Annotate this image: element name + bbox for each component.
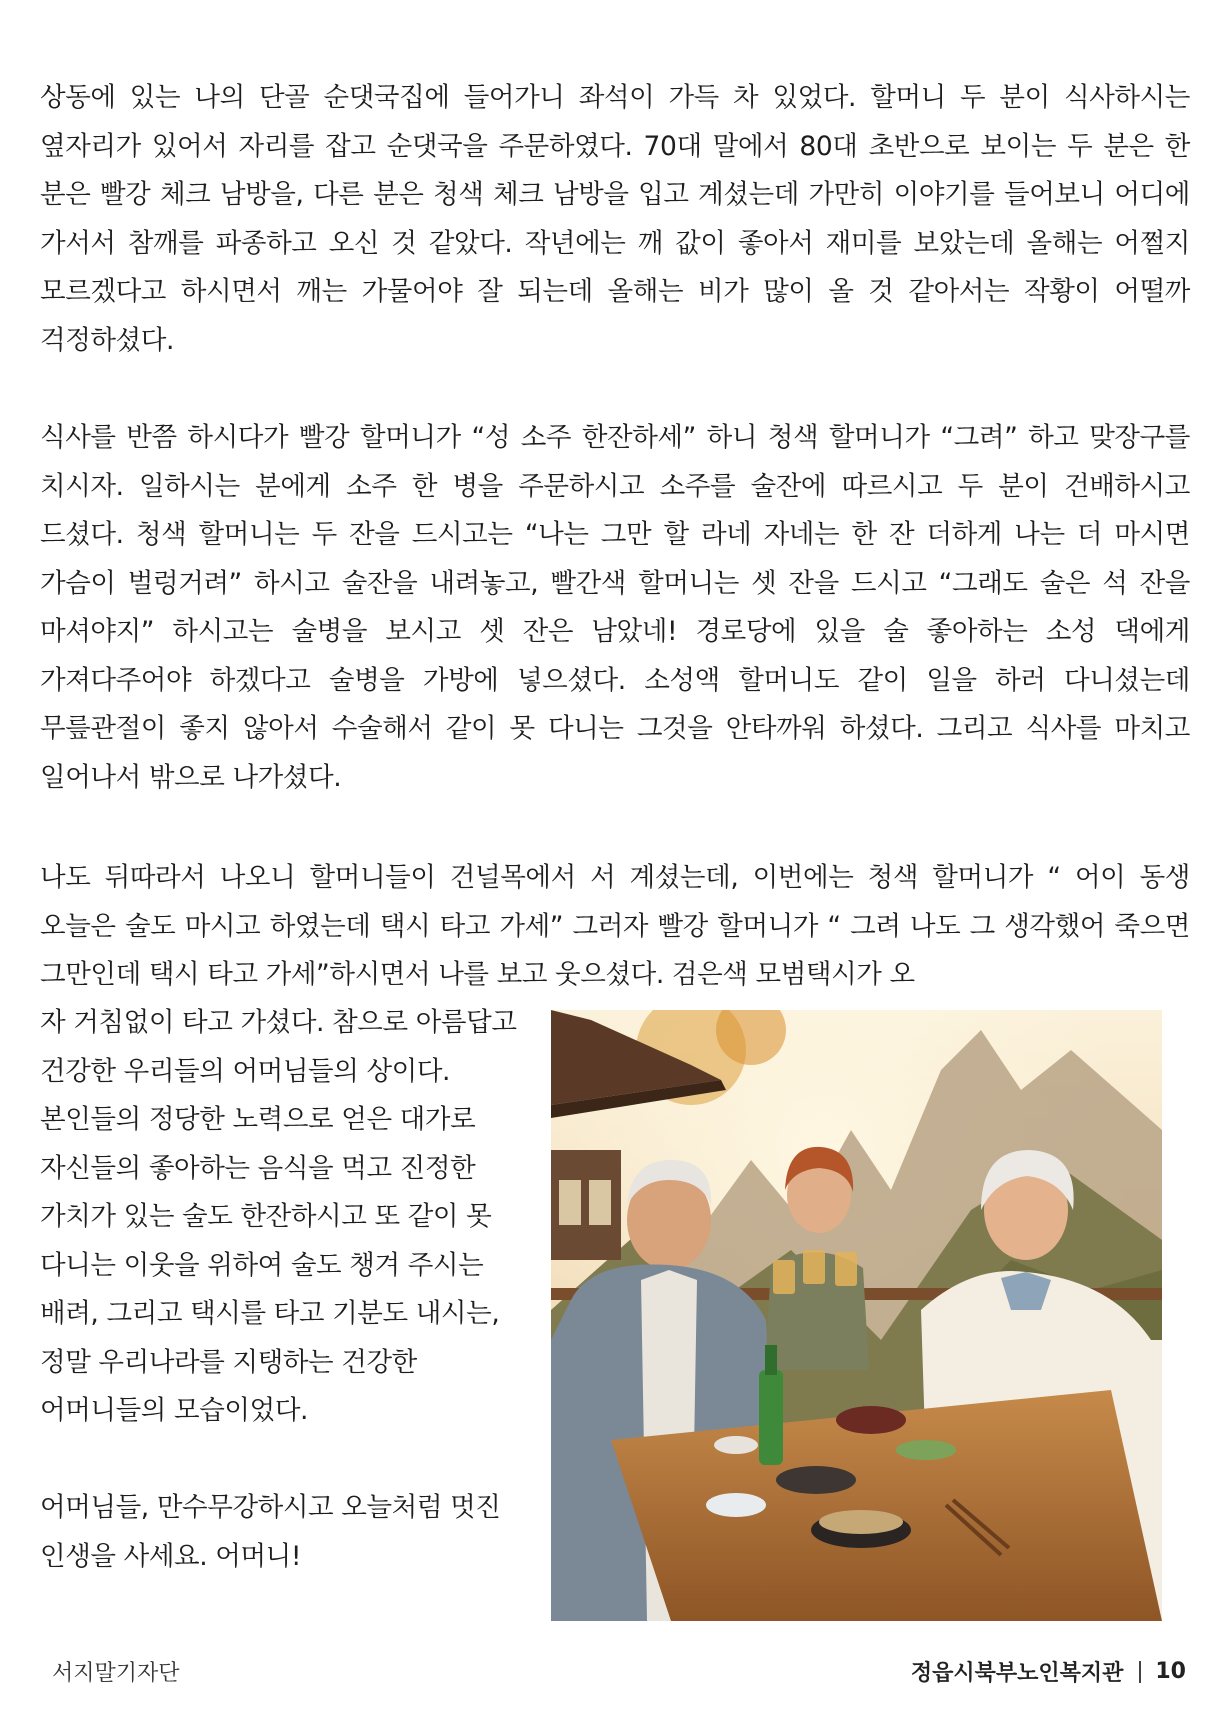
- footer-divider: [1139, 1661, 1141, 1683]
- article-paragraph-4: 자 거침없이 타고 가셨다. 참으로 아름답고 건강한 우리들의 어머님들의 상이다. 본인들의 정당한 노력으로 얻은 대가로 자신들의 좋아하는 음식을 먹고 진정한 가치가 있는 술도 한잔하시고 또 같이 못 다니는 이웃을 위하여 술도 챙겨 주시는 배려, 그리고 택시를 타고 기분도 내시는, 정말 우리나라를 지탱하는 건강한 어머니들의 모습이었다.: [40, 1007, 517, 1426]
- footer-organization-block: [911, 1656, 1186, 1687]
- footer-author: 서지말기자단: [52, 1661, 180, 1686]
- footer-organization: 정읍시북부노인복지관: [910, 1661, 1124, 1686]
- article-paragraph-3: 나도 뒤따라서 나오니 할머니들이 건널목에서 서 계셨는데, 이번에는 청색 할머니가 “ 어이 동생 오늘은 술도 마시고 하였는데 택시 타고 가세” 그러자 빨강 할머니가 “ 그려 나도 그 생각했어 죽으면 그만인데 택시 타고 가세”하시면서 나를 보고 웃으셨다. 검은색 모범택시가 오: [40, 862, 1190, 990]
- article-paragraph-2: 식사를 반쯤 하시다가 빨강 할머니가 “성 소주 한잔하세” 하니 청색 할머니가 “그려” 하고 맞장구를 치시자. 일하시는 분에게 소주 한 병을 주문하시고 소주를 술잔에 따르시고 두 분이 건배하시고 드셨다. 청색 할머니는 두 잔을 드시고는 “나는 그만 할 라네 자네는 한 잔 더하게 나는 더 마시면 가슴이 벌렁거려” 하시고 술잔을 내려놓고, 빨간색 할머니는 셋 잔을 드시고 “그래도 술은 석 잔을 마셔야지” 하시고는 술병을 보시고 셋 잔은 남았네! 경로당에 있을 술 좋아하는 소성 댁에게 가져다주어야 하겠다고 술병을 가방에 넣으셨다. 소성액 할머니도 같이 일을 하러 다니셨는데 무릎관절이 좋지 않아서 수술해서 같이 못 다니는 그것을 안타까워 하셨다. 그리고 식사를 마치고 일어나서 밖으로 나가셨다.: [40, 422, 1190, 793]
- illustration-grandmothers-toasting: [551, 1010, 1162, 1621]
- article-paragraph-5: 어머님들, 만수무강하시고 오늘처럼 멋진 인생을 사세요. 어머니!: [40, 1492, 501, 1572]
- article-paragraph-1: 상동에 있는 나의 단골 순댓국집에 들어가니 좌석이 가득 차 있었다. 할머니 두 분이 식사하시는 옆자리가 있어서 자리를 잡고 순댓국을 주문하였다. 70대 말에서 80대 초반으로 보이는 두 분은 한 분은 빨강 체크 남방을, 다른 분은 청색 체크 남방을 입고 계셨는데 가만히 이야기를 들어보니 어디에 가서서 참깨를 파종하고 오신 것 같았다. 작년에는 깨 값이 좋아서 재미를 보았는데 올해는 어쩔지 모르겠다고 하시면서 깨는 가물어야 잘 되는데 올해는 비가 많이 올 것 같아서는 작황이 어떨까 걱정하셨다.: [40, 82, 1190, 356]
- page-number: 10: [1155, 1659, 1186, 1684]
